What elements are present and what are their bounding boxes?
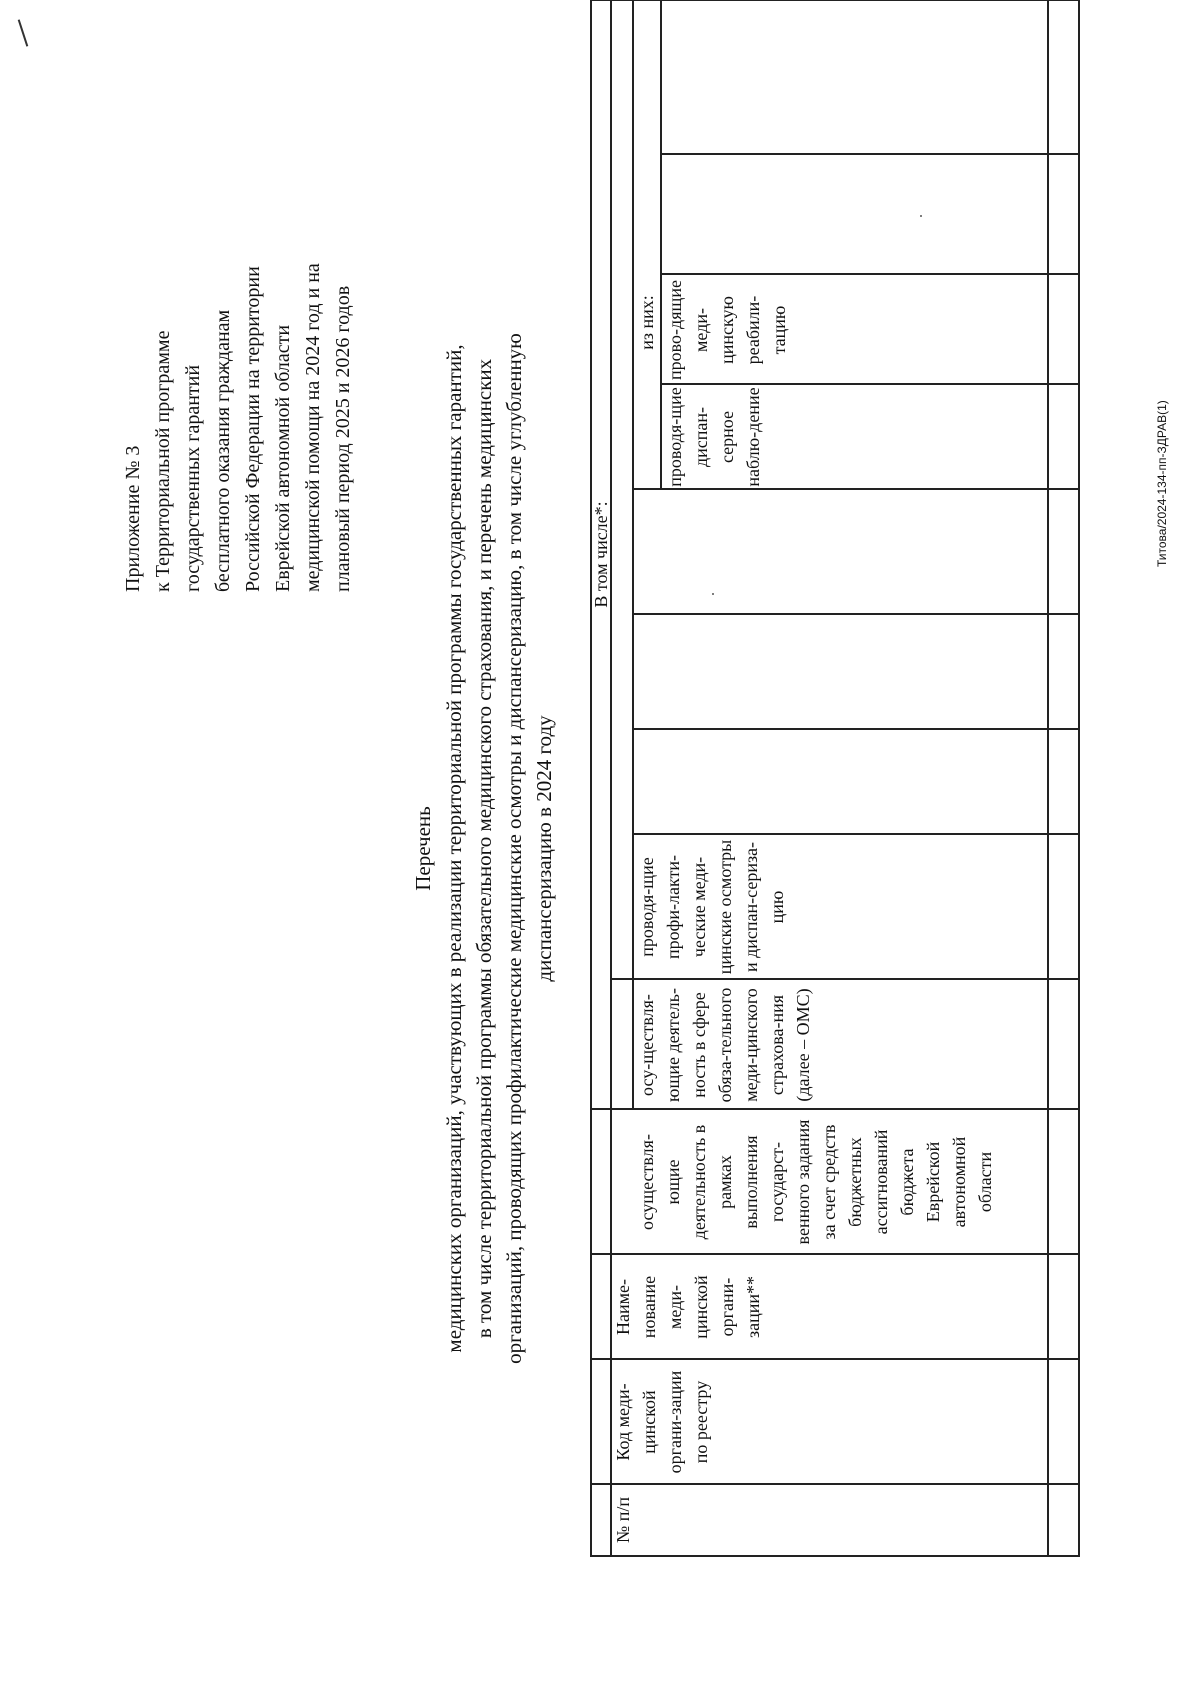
header-rehab: прово-дящие меди-цинскую реабили-тацию xyxy=(665,280,789,380)
header-oms: осу-ществля-ющие деятель-ность в сфере обяза-тельного меди-цинского страхова-ния (далее – ОМС) xyxy=(637,987,813,1103)
list-subtitle-line: диспансеризацию в 2024 году xyxy=(532,715,556,982)
table-rule xyxy=(610,979,1078,981)
table-rule xyxy=(632,729,1078,731)
appendix-line: бесплатного оказания гражданам xyxy=(212,309,234,592)
header-org-name: Наиме-нование меди-цинской органи-зации** xyxy=(613,1275,763,1339)
header-of-them: из них: xyxy=(637,295,657,350)
scan-speck xyxy=(712,593,714,595)
table-rule xyxy=(660,384,1078,386)
appendix-line: медицинской помощи на 2024 год и на xyxy=(302,263,324,592)
list-title xyxy=(408,0,559,1697)
header-prof-exam: проводя-щие профи-лакти-ческие меди-цинские осмотры и диспан-сериза-цию xyxy=(637,839,787,975)
header-dispensary: проводя-щие диспан-серное наблю-дение xyxy=(665,387,763,487)
header-budget: осуществля-ющие деятельность в рамках выполнения государст-венного задания за счет средств бюджетных ассигнований бюджета Еврейской автономной области xyxy=(637,1119,995,1245)
appendix-line: плановый период 2025 и 2026 годов xyxy=(332,285,354,592)
table-rule xyxy=(592,1484,1078,1486)
appendix-line: Еврейской автономной области xyxy=(272,324,294,592)
header-code: Код меди-цинской органи-зации по реестру xyxy=(613,1370,711,1474)
list-heading: Перечень xyxy=(411,806,435,891)
organizations-table xyxy=(590,0,1080,1557)
table-rule xyxy=(660,154,1078,156)
appendix-block xyxy=(118,32,358,592)
header-in-total: В том числе*: xyxy=(591,501,611,608)
list-subtitle-line: организаций, проводящих профилактические медицинские осмотры и диспансеризацию, в том числе углубленную xyxy=(502,333,526,1364)
table-rule xyxy=(592,1359,1078,1361)
table-rule xyxy=(632,489,1078,491)
table-rule xyxy=(660,274,1078,276)
table-rule xyxy=(592,1109,1078,1111)
appendix-line: государственных гарантий xyxy=(182,364,204,592)
list-subtitle-line: в том числе территориальной программы обязательного медицинского страхования, и перечень медицинских xyxy=(472,358,496,1339)
appendix-line: к Территориальной программе xyxy=(152,330,174,592)
table-rule xyxy=(632,834,1078,836)
scan-corner-mark xyxy=(18,19,29,46)
header-num: № п/п xyxy=(613,1497,633,1543)
table-rule xyxy=(1047,0,1049,1555)
appendix-line: Приложение № 3 xyxy=(122,445,144,592)
list-subtitle-line: медицинских организаций, участвующих в реализации территориальной программы государственных гарантий, xyxy=(442,344,466,1353)
table-rule xyxy=(632,614,1078,616)
appendix-line: Российской Федерации на территории xyxy=(242,266,264,592)
document-id: Титова/2024-134-пп-ЗДРАВ(1) xyxy=(1155,400,1169,567)
table-rule xyxy=(592,1254,1078,1256)
scan-speck xyxy=(920,215,922,217)
